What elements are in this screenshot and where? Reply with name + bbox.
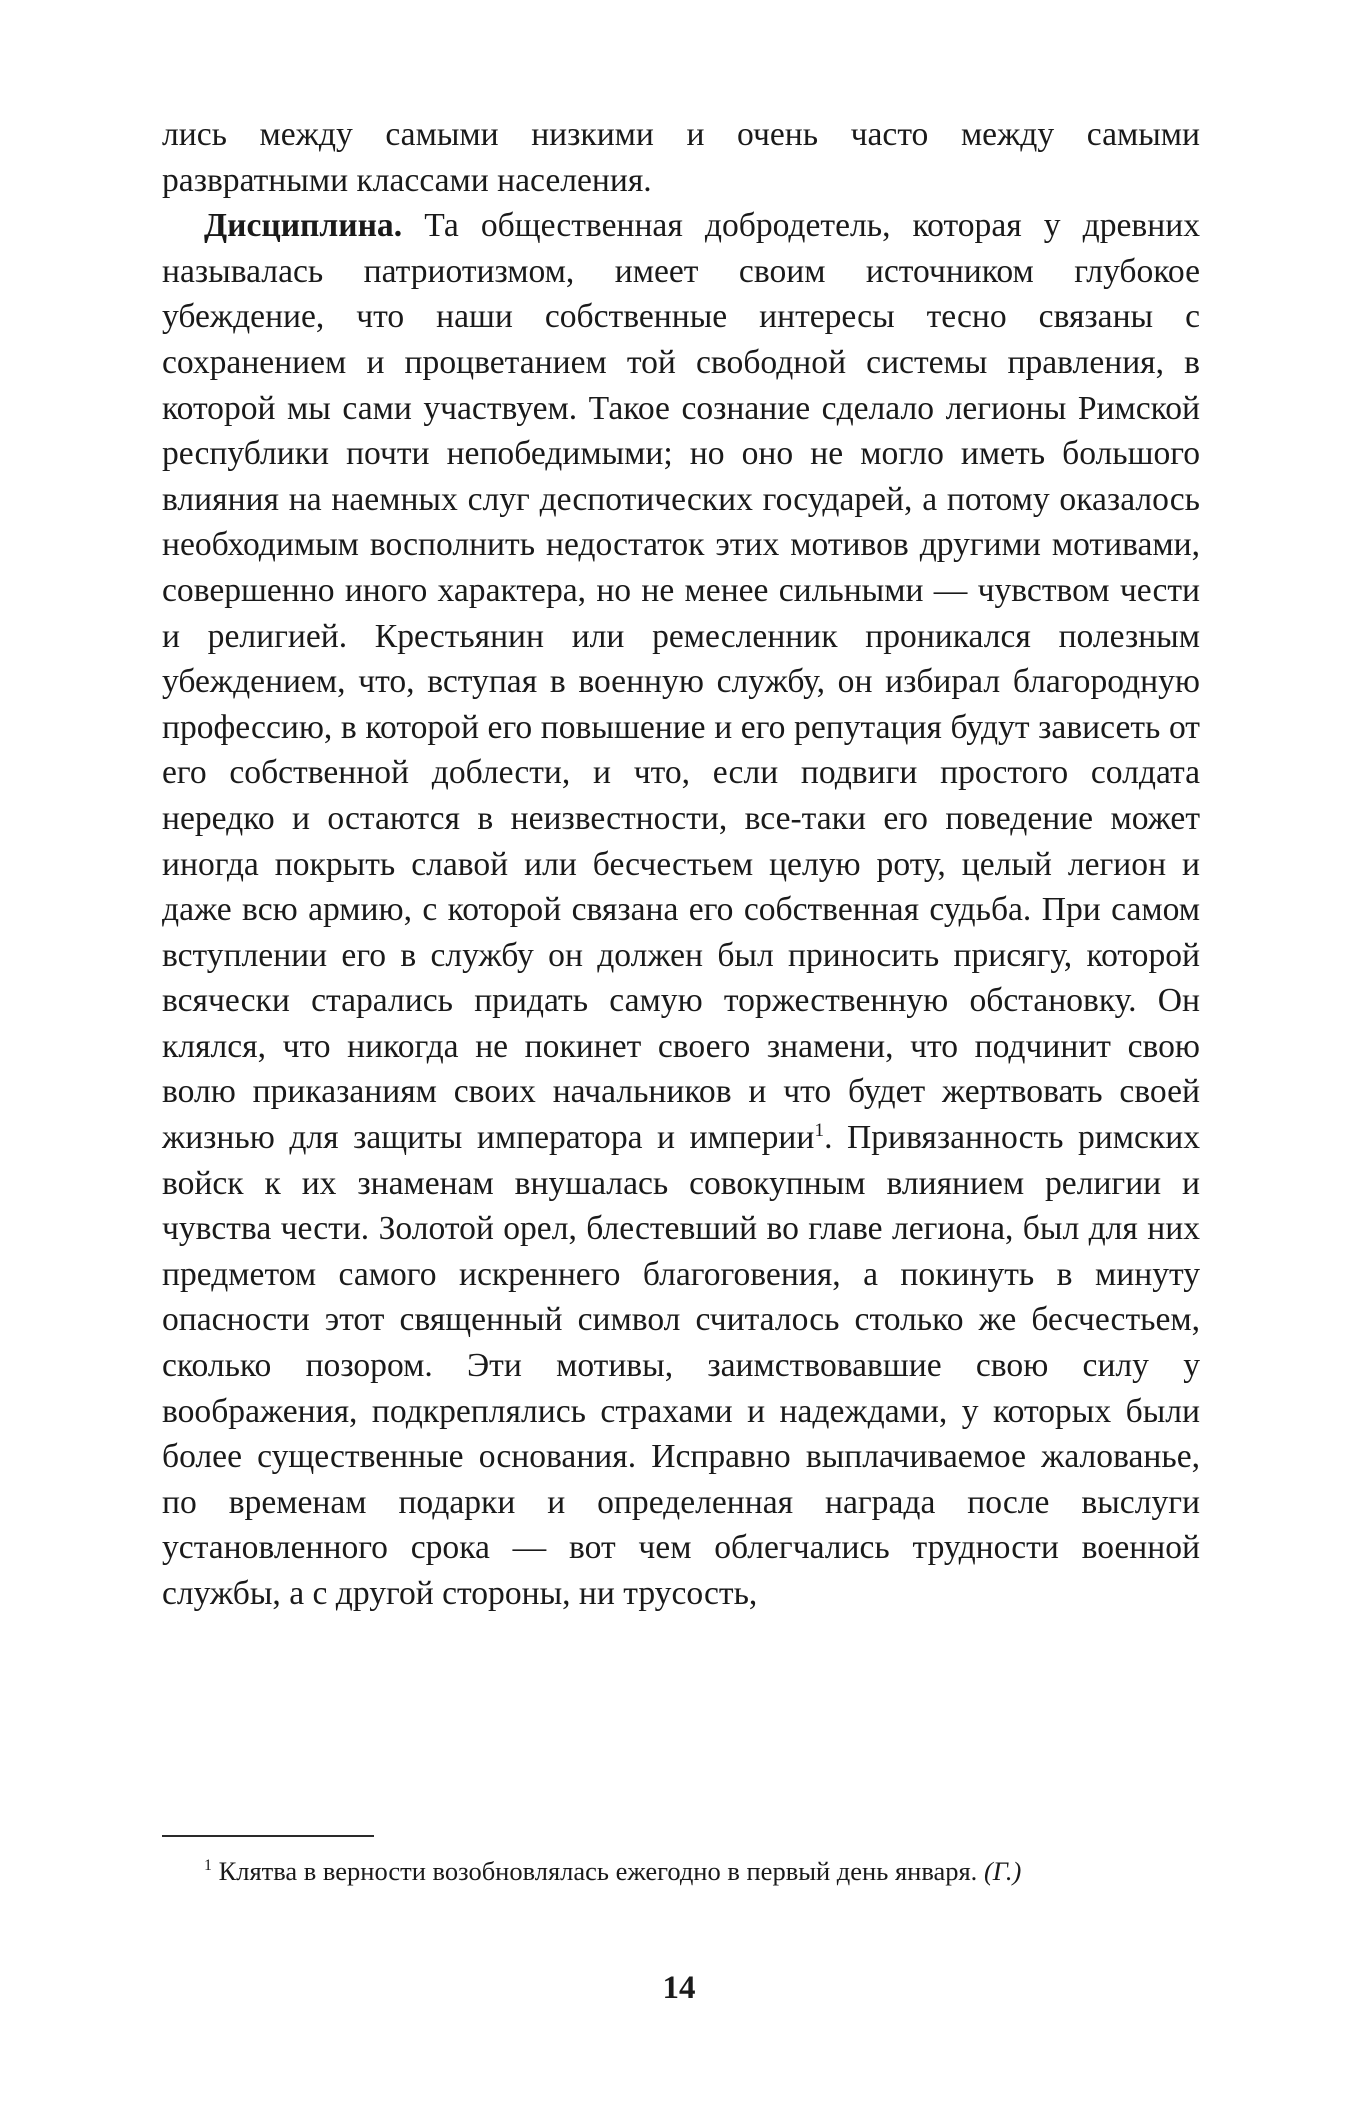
section-term: Дисциплина.: [204, 207, 403, 245]
footnote-source: (Г.): [983, 1856, 1022, 1886]
paragraph-text-part1: Та общественная добродетель, которая у древних называлась патриотизмом, имеет своим источником глубокое убеждение, что наши собственные интересы тесно связаны с сохранением и процветанием той свободной системы правления, в которой мы сами участвуем. Такое сознание сделало легионы Римской республики почти непобедимыми; но оно не могло иметь большого влияния на наемных слуг деспотических государей, а потому оказалось необходимым восполнить недостаток этих мотивов другими мотивами, совершенно иного характера, но не менее сильными — чувством чести и религией. Крестьянин или ремесленник проникался полезным убеждением, что, вступая в военную службу, он избирал благородную профессию, в которой его повышение и его репутация будут зависеть от его собственной доблести, и что, если подвиги простого солдата нередко и остаются в неизвестности, все-таки его поведение может иногда покрыть славой или бесчестьем целую роту, целый легион и даже всю армию, с которой связана его собственная судьба. При самом вступлении его в службу он должен был приносить присягу, которой всячески старались придать самую торжественную обстановку. Он клялся, что никогда не покинет своего знамени, что подчинит свою волю приказаниям своих начальников и что будет жертвовать своей жизнью для защиты императора и империи: [162, 207, 1200, 1157]
footnote-divider: [162, 1835, 374, 1837]
footnote-reference: 1: [814, 1119, 825, 1141]
paragraph-text-part2: . Привязанность римских войск к их знаменам внушалась совокупным влиянием религии и чувства чести. Золотой орел, блестевший во главе легиона, был для них предметом самого искреннего благоговения, а покинуть в минуту опасности этот священный символ считалось столько же бесчестьем, сколько позором. Эти мотивы, заимствовавшие свою силу у воображения, подкреплялись страхами и надеждами, у которых были более существенные основания. Исправно выплачиваемое жалованье, по временам подарки и определенная награда после выслуги установленного срока — вот чем облегчались трудности военной службы, а с другой стороны, ни трусость,: [162, 1119, 1200, 1612]
main-text: [162, 112, 1200, 1617]
carryover-paragraph: лись между самыми низкими и очень часто между самыми развратными классами населения.: [162, 116, 1200, 199]
page-number: 14: [662, 1970, 696, 2006]
footnote-marker: 1: [204, 1857, 212, 1875]
footnote: [162, 1852, 1200, 1890]
discipline-paragraph: [162, 203, 1200, 1616]
footnote-text: Клятва в верности возобновлялась ежегодно в первый день января.: [211, 1856, 984, 1886]
